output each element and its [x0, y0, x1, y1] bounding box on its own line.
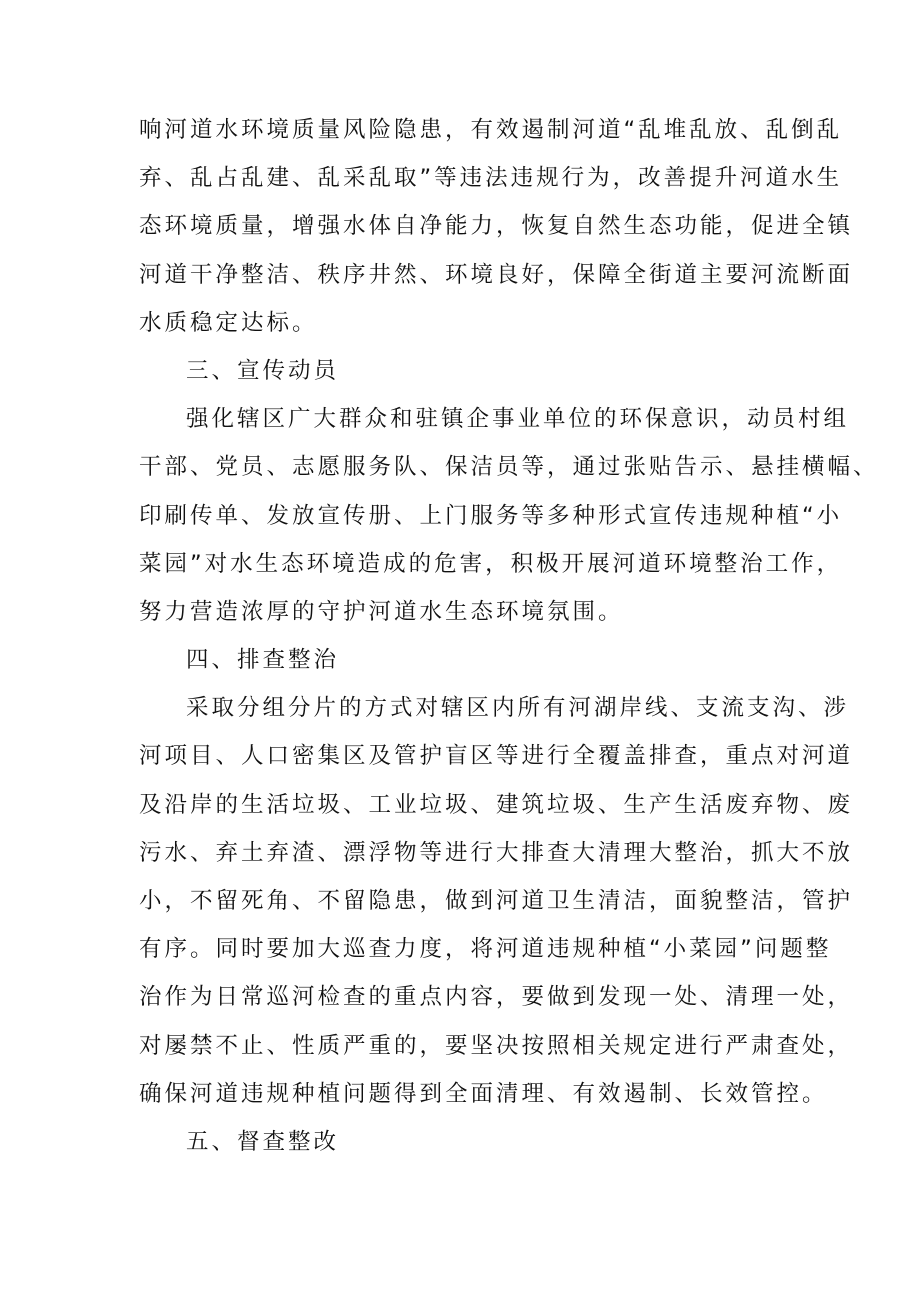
- text-line: 菜园”对水生态环境造成的危害，积极开展河道环境整治工作，: [139, 550, 843, 577]
- text-line: 态环境质量，增强水体自净能力，恢复自然生态功能，促进全镇: [139, 213, 854, 240]
- text-line: 四、排查整治: [186, 647, 340, 674]
- text-line: 五、督查整改: [186, 1128, 340, 1155]
- text-line: 及沿岸的生活垃圾、工业垃圾、建筑垃圾、生产生活废弃物、废: [139, 791, 854, 818]
- text-line: 治作为日常巡河检查的重点内容，要做到发现一处、清理一处，: [139, 984, 854, 1011]
- text-line: 弃、乱占乱建、乱采乱取”等违法违规行为，改善提升河道水生: [139, 165, 843, 192]
- text-line: 河道干净整洁、秩序井然、环境良好，保障全街道主要河流断面: [139, 261, 854, 288]
- text-line: 印刷传单、发放宣传册、上门服务等多种形式宣传违规种植“小: [139, 502, 843, 529]
- text-line: 响河道水环境质量风险隐患，有效遏制河道“乱堆乱放、乱倒乱: [139, 117, 843, 143]
- text-line: 努力营造浓厚的守护河道水生态环境氛围。: [139, 598, 624, 625]
- text-line: 河项目、人口密集区及管护盲区等进行全覆盖排查，重点对河道: [139, 743, 854, 770]
- text-line: 三、宣传动员: [186, 357, 340, 384]
- text-line: 干部、党员、志愿服务队、保洁员等，通过张贴告示、悬挂横幅、: [139, 454, 879, 481]
- document-body: [139, 106, 879, 1166]
- text-line: 采取分组分片的方式对辖区内所有河湖岸线、支流支沟、涉: [186, 695, 850, 722]
- text-line: 强化辖区广大群众和驻镇企事业单位的环保意识，动员村组: [186, 406, 850, 433]
- text-line: 小，不留死角、不留隐患，做到河道卫生清洁，面貌整洁，管护: [139, 888, 854, 914]
- text-line: 确保河道违规种植问题得到全面清理、有效遏制、长效管控。: [139, 1080, 828, 1107]
- text-line: 对屡禁不止、性质严重的，要坚决按照相关规定进行严肃查处，: [139, 1032, 854, 1059]
- text-line: 污水、弃土弃渣、漂浮物等进行大排查大清理大整治，抓大不放: [139, 839, 854, 866]
- text-line: 有序。同时要加大巡查力度，将河道违规种植“小菜园”问题整: [139, 936, 832, 963]
- text-line: 水质稳定达标。: [139, 309, 318, 336]
